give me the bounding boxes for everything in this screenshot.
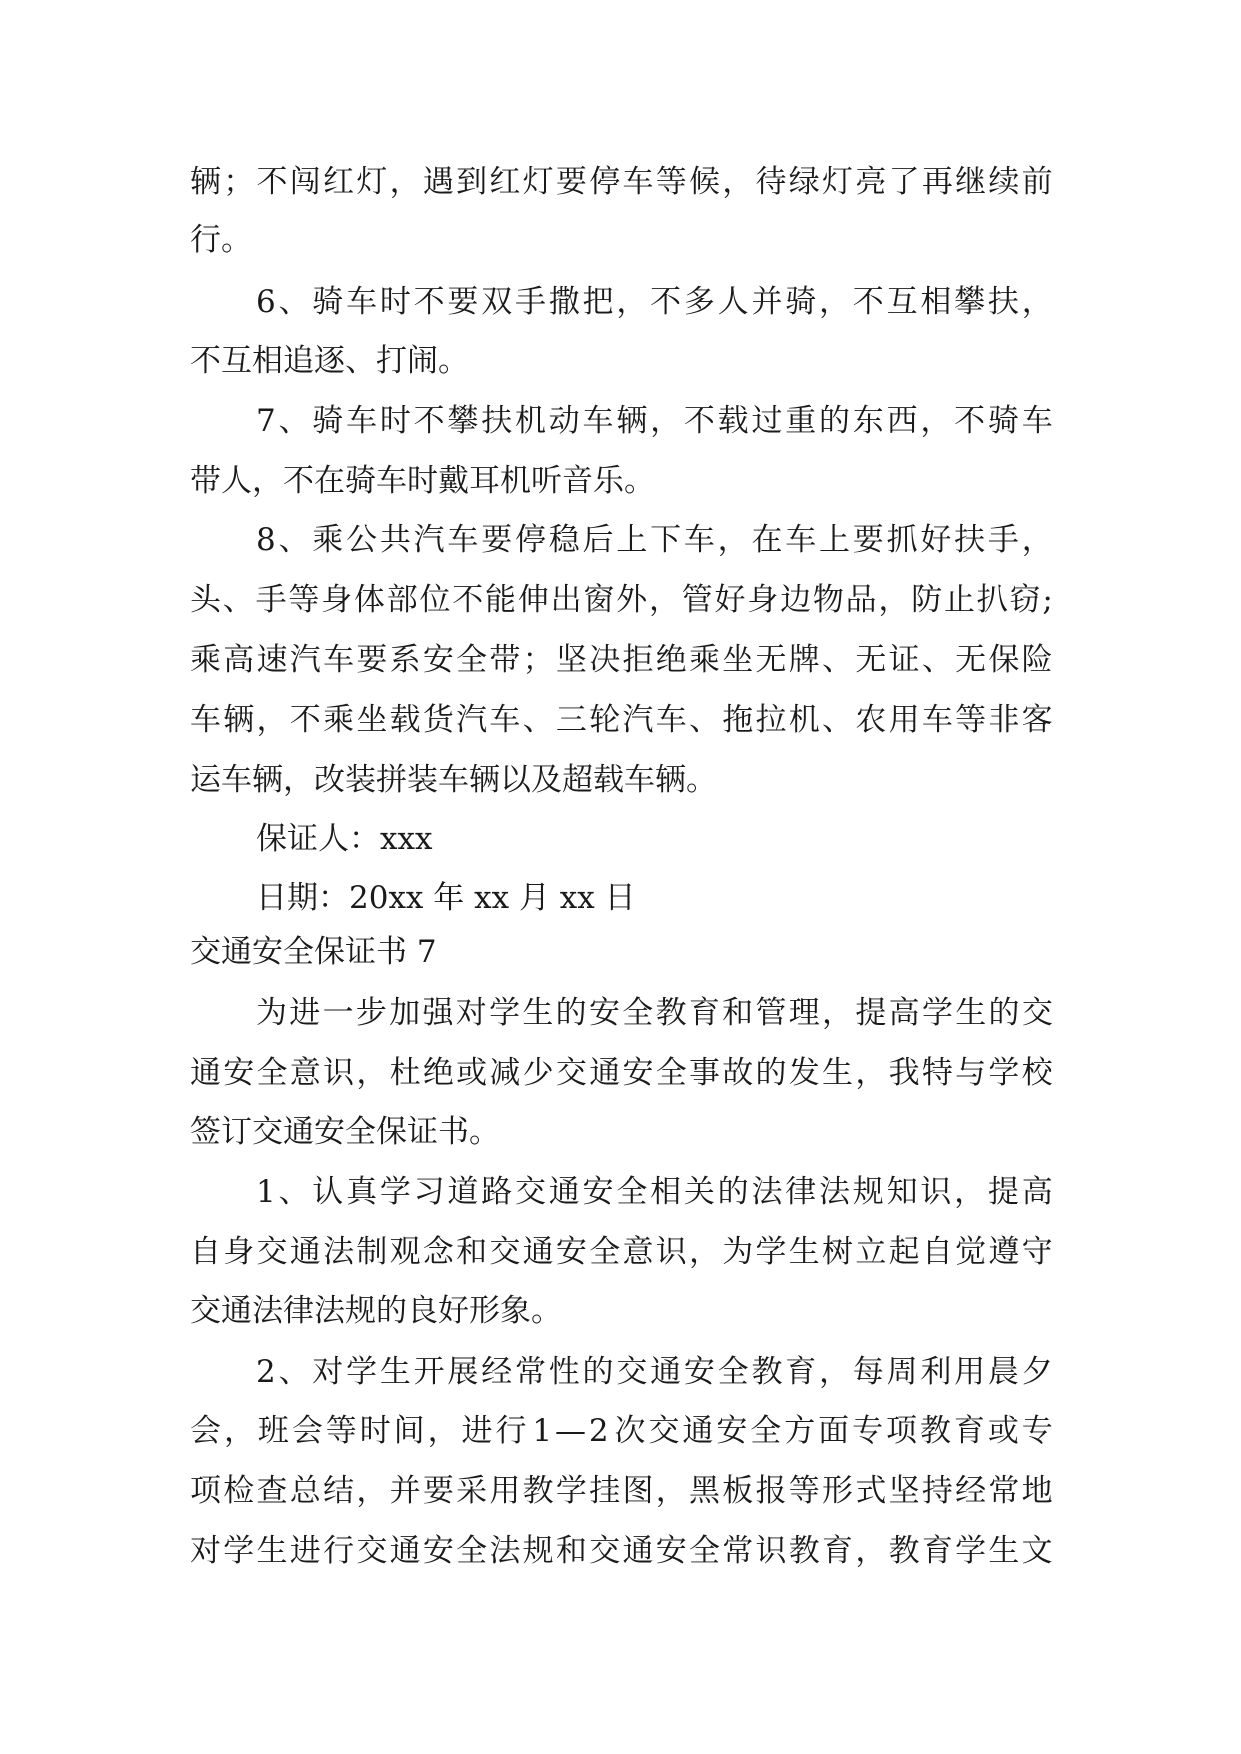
paragraph-line: 辆 ； 不 闯 红 灯 ， 遇 到 红 灯 要 停 车 等 候 ， 待 绿 灯 亮 了 再 继 续 前: [190, 164, 1053, 200]
paragraph-line: 头 、 手 等 身 体 部 位 不 能 伸 出 窗 外 ， 管 好 身 边 物 品 ， 防 止 扒 窃 ;: [190, 582, 1053, 618]
paragraph-line: 交通法律法规的良好形象。: [190, 1293, 562, 1329]
paragraph-line: 会 ， 班 会 等 时 间 ， 进 行 1 — 2 次 交 通 安 全 方 面 专 项 教 育 或 专: [190, 1413, 1053, 1449]
paragraph-line: 7 、 骑 车 时 不 攀 扶 机 动 车 辆 ， 不 载 过 重 的 东 西 ， 不 骑 车: [256, 403, 1053, 439]
paragraph-line: 通 安 全 意 识 ， 杜 绝 或 减 少 交 通 安 全 事 故 的 发 生 ， 我 特 与 学 校: [190, 1055, 1053, 1091]
paragraph-line: 带人，不在骑车时戴耳机听音乐。: [190, 463, 655, 499]
paragraph-line: 签订交通安全保证书。: [190, 1114, 500, 1150]
paragraph-line: 不互相追逐、打闹。: [190, 343, 469, 379]
paragraph-line: 运车辆，改装拼装车辆以及超载车辆。: [190, 762, 717, 798]
paragraph-line: 6 、 骑 车 时 不 要 双 手 撒 把 ， 不 多 人 并 骑 ， 不 互 相 攀 扶 ，: [256, 284, 1053, 320]
paragraph-line: 自 身 交 通 法 制 观 念 和 交 通 安 全 意 识 ， 为 学 生 树 立 起 自 觉 遵 守: [190, 1234, 1053, 1270]
paragraph-line: 项 检 查 总 结 ， 并 要 采 用 教 学 挂 图 ， 黑 板 报 等 形 式 坚 持 经 常 地: [190, 1473, 1053, 1509]
paragraph-line: 对 学 生 进 行 交 通 安 全 法 规 和 交 通 安 全 常 识 教 育 ， 教 育 学 生 文: [190, 1533, 1053, 1569]
section-title: 交通安全保证书 7: [190, 934, 437, 970]
paragraph-line: 2 、 对 学 生 开 展 经 常 性 的 交 通 安 全 教 育 ， 每 周 利 用 晨 夕: [256, 1354, 1053, 1390]
date-line: 日期：20xx 年 xx 月 xx 日: [256, 880, 636, 916]
paragraph-line: 车 辆 ， 不 乘 坐 载 货 汽 车 、 三 轮 汽 车 、 拖 拉 机 、 农 用 车 等 非 客: [190, 702, 1053, 738]
guarantor-line: 保证人：xxx: [256, 821, 433, 857]
paragraph-line: 1 、 认 真 学 习 道 路 交 通 安 全 相 关 的 法 律 法 规 知 识 ， 提 高: [256, 1174, 1053, 1210]
paragraph-line: 为 进 一 步 加 强 对 学 生 的 安 全 教 育 和 管 理 ， 提 高 学 生 的 交: [256, 995, 1053, 1031]
paragraph-line: 行。: [190, 222, 252, 258]
paragraph-line: 8 、 乘 公 共 汽 车 要 停 稳 后 上 下 车 ， 在 车 上 要 抓 好 扶 手 ，: [256, 522, 1053, 558]
paragraph-line: 乘 高 速 汽 车 要 系 安 全 带 ； 坚 决 拒 绝 乘 坐 无 牌 、 无 证 、 无 保 险: [190, 642, 1053, 678]
